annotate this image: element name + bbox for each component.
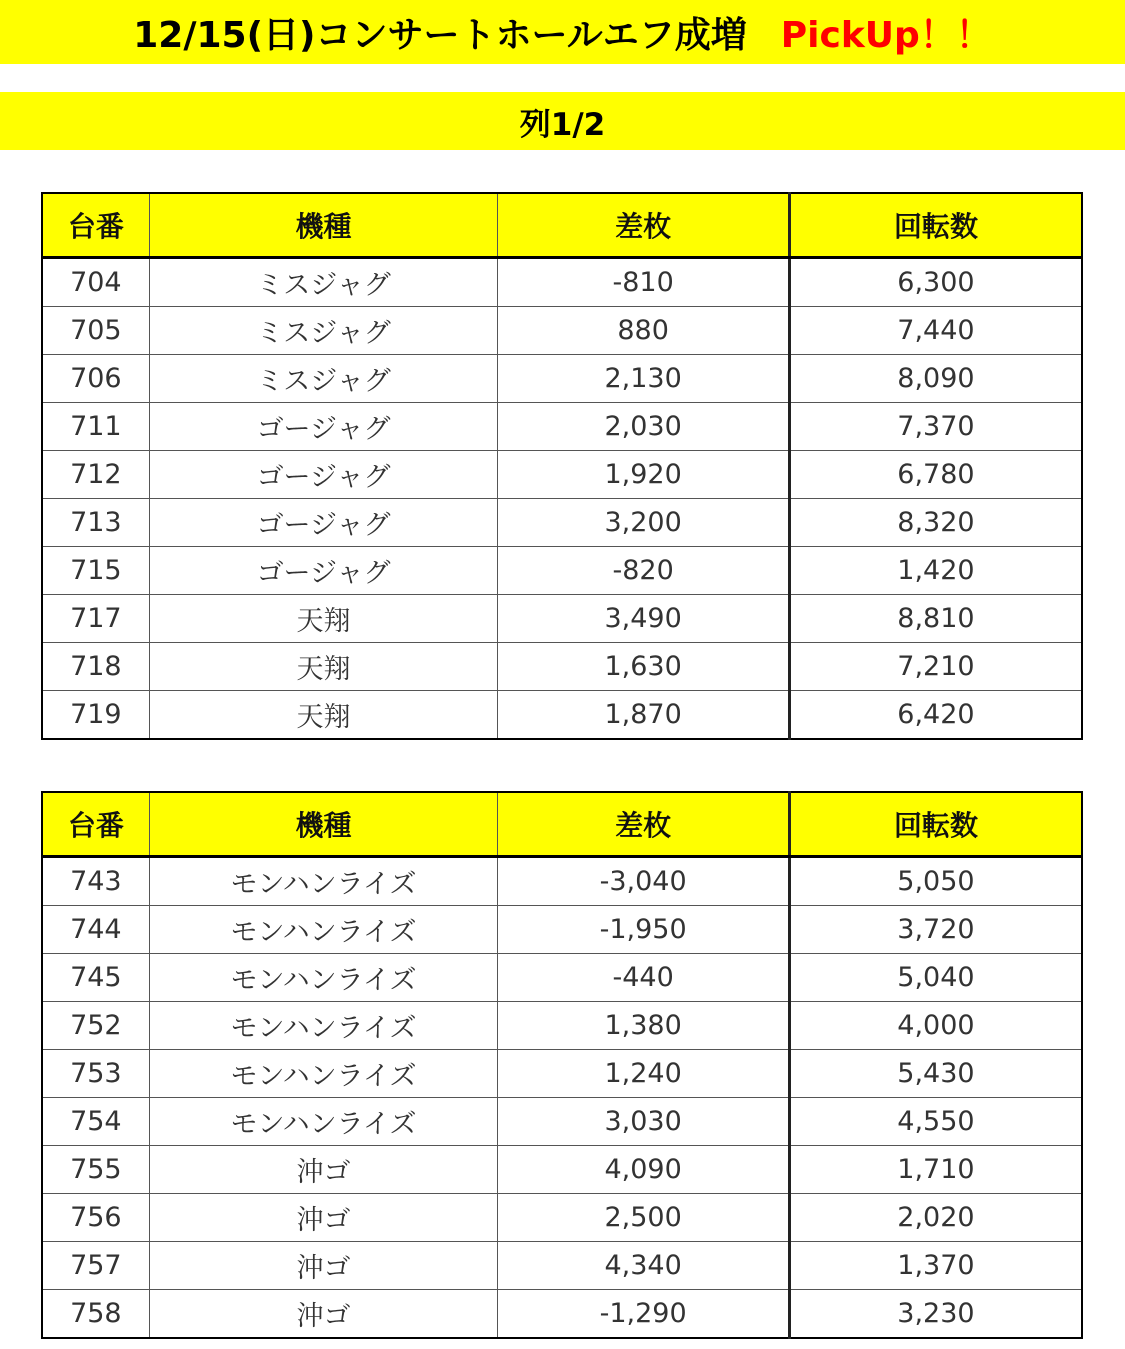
cell-model: ミスジャグ [149, 307, 498, 355]
table-row [42, 954, 1082, 1002]
cell-model: モンハンライズ [149, 906, 498, 954]
cell-spins: 3,230 [789, 1290, 1082, 1339]
cell-coin-diff: 1,920 [498, 451, 790, 499]
page-subtitle: 列1/2 [519, 106, 606, 143]
cell-machine-number: 752 [42, 1002, 149, 1050]
pickup-label: PickUp！！ [780, 14, 992, 56]
column-header-model: 機種 [149, 193, 498, 258]
cell-machine-number: 704 [42, 258, 149, 307]
cell-spins: 5,430 [789, 1050, 1082, 1098]
cell-spins: 8,320 [789, 499, 1082, 547]
table-row [42, 403, 1082, 451]
cell-machine-number: 711 [42, 403, 149, 451]
column-header-machine-number: 台番 [42, 193, 149, 258]
cell-coin-diff: -440 [498, 954, 790, 1002]
cell-coin-diff: 3,030 [498, 1098, 790, 1146]
table-header-row [42, 792, 1082, 857]
cell-coin-diff: 2,030 [498, 403, 790, 451]
cell-machine-number: 705 [42, 307, 149, 355]
subtitle-banner [0, 92, 1125, 150]
cell-machine-number: 756 [42, 1194, 149, 1242]
cell-coin-diff: 880 [498, 307, 790, 355]
table-body [42, 258, 1082, 740]
table-row [42, 643, 1082, 691]
column-header-spins: 回転数 [789, 792, 1082, 857]
cell-spins: 7,370 [789, 403, 1082, 451]
page-title: 12/15(日)コンサートホールエフ成増 [133, 14, 747, 56]
column-header-coin-diff: 差枚 [498, 193, 790, 258]
cell-coin-diff: -3,040 [498, 857, 790, 906]
table-row [42, 1050, 1082, 1098]
cell-coin-diff: 3,200 [498, 499, 790, 547]
cell-model: 沖ゴ [149, 1290, 498, 1339]
table-row [42, 1002, 1082, 1050]
cell-spins: 5,050 [789, 857, 1082, 906]
cell-spins: 1,370 [789, 1242, 1082, 1290]
cell-spins: 1,420 [789, 547, 1082, 595]
cell-coin-diff: 1,240 [498, 1050, 790, 1098]
table-row [42, 906, 1082, 954]
cell-coin-diff: -1,290 [498, 1290, 790, 1339]
cell-coin-diff: 2,500 [498, 1194, 790, 1242]
cell-model: ミスジャグ [149, 258, 498, 307]
cell-machine-number: 713 [42, 499, 149, 547]
cell-model: 天翔 [149, 595, 498, 643]
cell-machine-number: 745 [42, 954, 149, 1002]
cell-spins: 4,000 [789, 1002, 1082, 1050]
cell-model: ゴージャグ [149, 403, 498, 451]
cell-spins: 2,020 [789, 1194, 1082, 1242]
cell-spins: 8,090 [789, 355, 1082, 403]
cell-coin-diff: 4,090 [498, 1146, 790, 1194]
cell-coin-diff: 4,340 [498, 1242, 790, 1290]
cell-coin-diff: -1,950 [498, 906, 790, 954]
table-row [42, 307, 1082, 355]
cell-machine-number: 744 [42, 906, 149, 954]
cell-model: 沖ゴ [149, 1146, 498, 1194]
table-row [42, 1290, 1082, 1339]
column-header-machine-number: 台番 [42, 792, 149, 857]
data-table-1 [41, 192, 1083, 740]
cell-machine-number: 719 [42, 691, 149, 740]
table-row [42, 355, 1082, 403]
cell-spins: 5,040 [789, 954, 1082, 1002]
cell-model: 沖ゴ [149, 1242, 498, 1290]
cell-spins: 7,440 [789, 307, 1082, 355]
cell-spins: 7,210 [789, 643, 1082, 691]
cell-model: 天翔 [149, 643, 498, 691]
table-header-row [42, 193, 1082, 258]
table-row [42, 1242, 1082, 1290]
cell-spins: 6,300 [789, 258, 1082, 307]
cell-spins: 8,810 [789, 595, 1082, 643]
cell-spins: 6,420 [789, 691, 1082, 740]
cell-machine-number: 715 [42, 547, 149, 595]
table-body [42, 857, 1082, 1339]
cell-spins: 3,720 [789, 906, 1082, 954]
cell-machine-number: 758 [42, 1290, 149, 1339]
cell-machine-number: 757 [42, 1242, 149, 1290]
cell-machine-number: 743 [42, 857, 149, 906]
cell-coin-diff: 1,630 [498, 643, 790, 691]
column-header-model: 機種 [149, 792, 498, 857]
data-table-2 [41, 791, 1083, 1339]
cell-coin-diff: -810 [498, 258, 790, 307]
table-row [42, 857, 1082, 906]
cell-model: 沖ゴ [149, 1194, 498, 1242]
table-row [42, 258, 1082, 307]
cell-spins: 6,780 [789, 451, 1082, 499]
cell-model: モンハンライズ [149, 857, 498, 906]
cell-coin-diff: 1,380 [498, 1002, 790, 1050]
cell-coin-diff: -820 [498, 547, 790, 595]
table-row [42, 1194, 1082, 1242]
table-row [42, 595, 1082, 643]
cell-model: ミスジャグ [149, 355, 498, 403]
cell-model: ゴージャグ [149, 547, 498, 595]
cell-machine-number: 712 [42, 451, 149, 499]
cell-spins: 1,710 [789, 1146, 1082, 1194]
cell-coin-diff: 2,130 [498, 355, 790, 403]
cell-machine-number: 718 [42, 643, 149, 691]
cell-coin-diff: 1,870 [498, 691, 790, 740]
table-row [42, 1146, 1082, 1194]
table-row [42, 547, 1082, 595]
cell-model: ゴージャグ [149, 451, 498, 499]
cell-model: モンハンライズ [149, 1050, 498, 1098]
table-row [42, 1098, 1082, 1146]
cell-machine-number: 706 [42, 355, 149, 403]
cell-machine-number: 717 [42, 595, 149, 643]
cell-machine-number: 753 [42, 1050, 149, 1098]
column-header-coin-diff: 差枚 [498, 792, 790, 857]
cell-machine-number: 754 [42, 1098, 149, 1146]
cell-machine-number: 755 [42, 1146, 149, 1194]
table-row [42, 499, 1082, 547]
cell-model: モンハンライズ [149, 1098, 498, 1146]
cell-spins: 4,550 [789, 1098, 1082, 1146]
cell-model: モンハンライズ [149, 1002, 498, 1050]
cell-model: モンハンライズ [149, 954, 498, 1002]
table-row [42, 691, 1082, 740]
cell-model: 天翔 [149, 691, 498, 740]
column-header-spins: 回転数 [789, 193, 1082, 258]
cell-model: ゴージャグ [149, 499, 498, 547]
table-row [42, 451, 1082, 499]
title-banner [0, 0, 1125, 64]
cell-coin-diff: 3,490 [498, 595, 790, 643]
